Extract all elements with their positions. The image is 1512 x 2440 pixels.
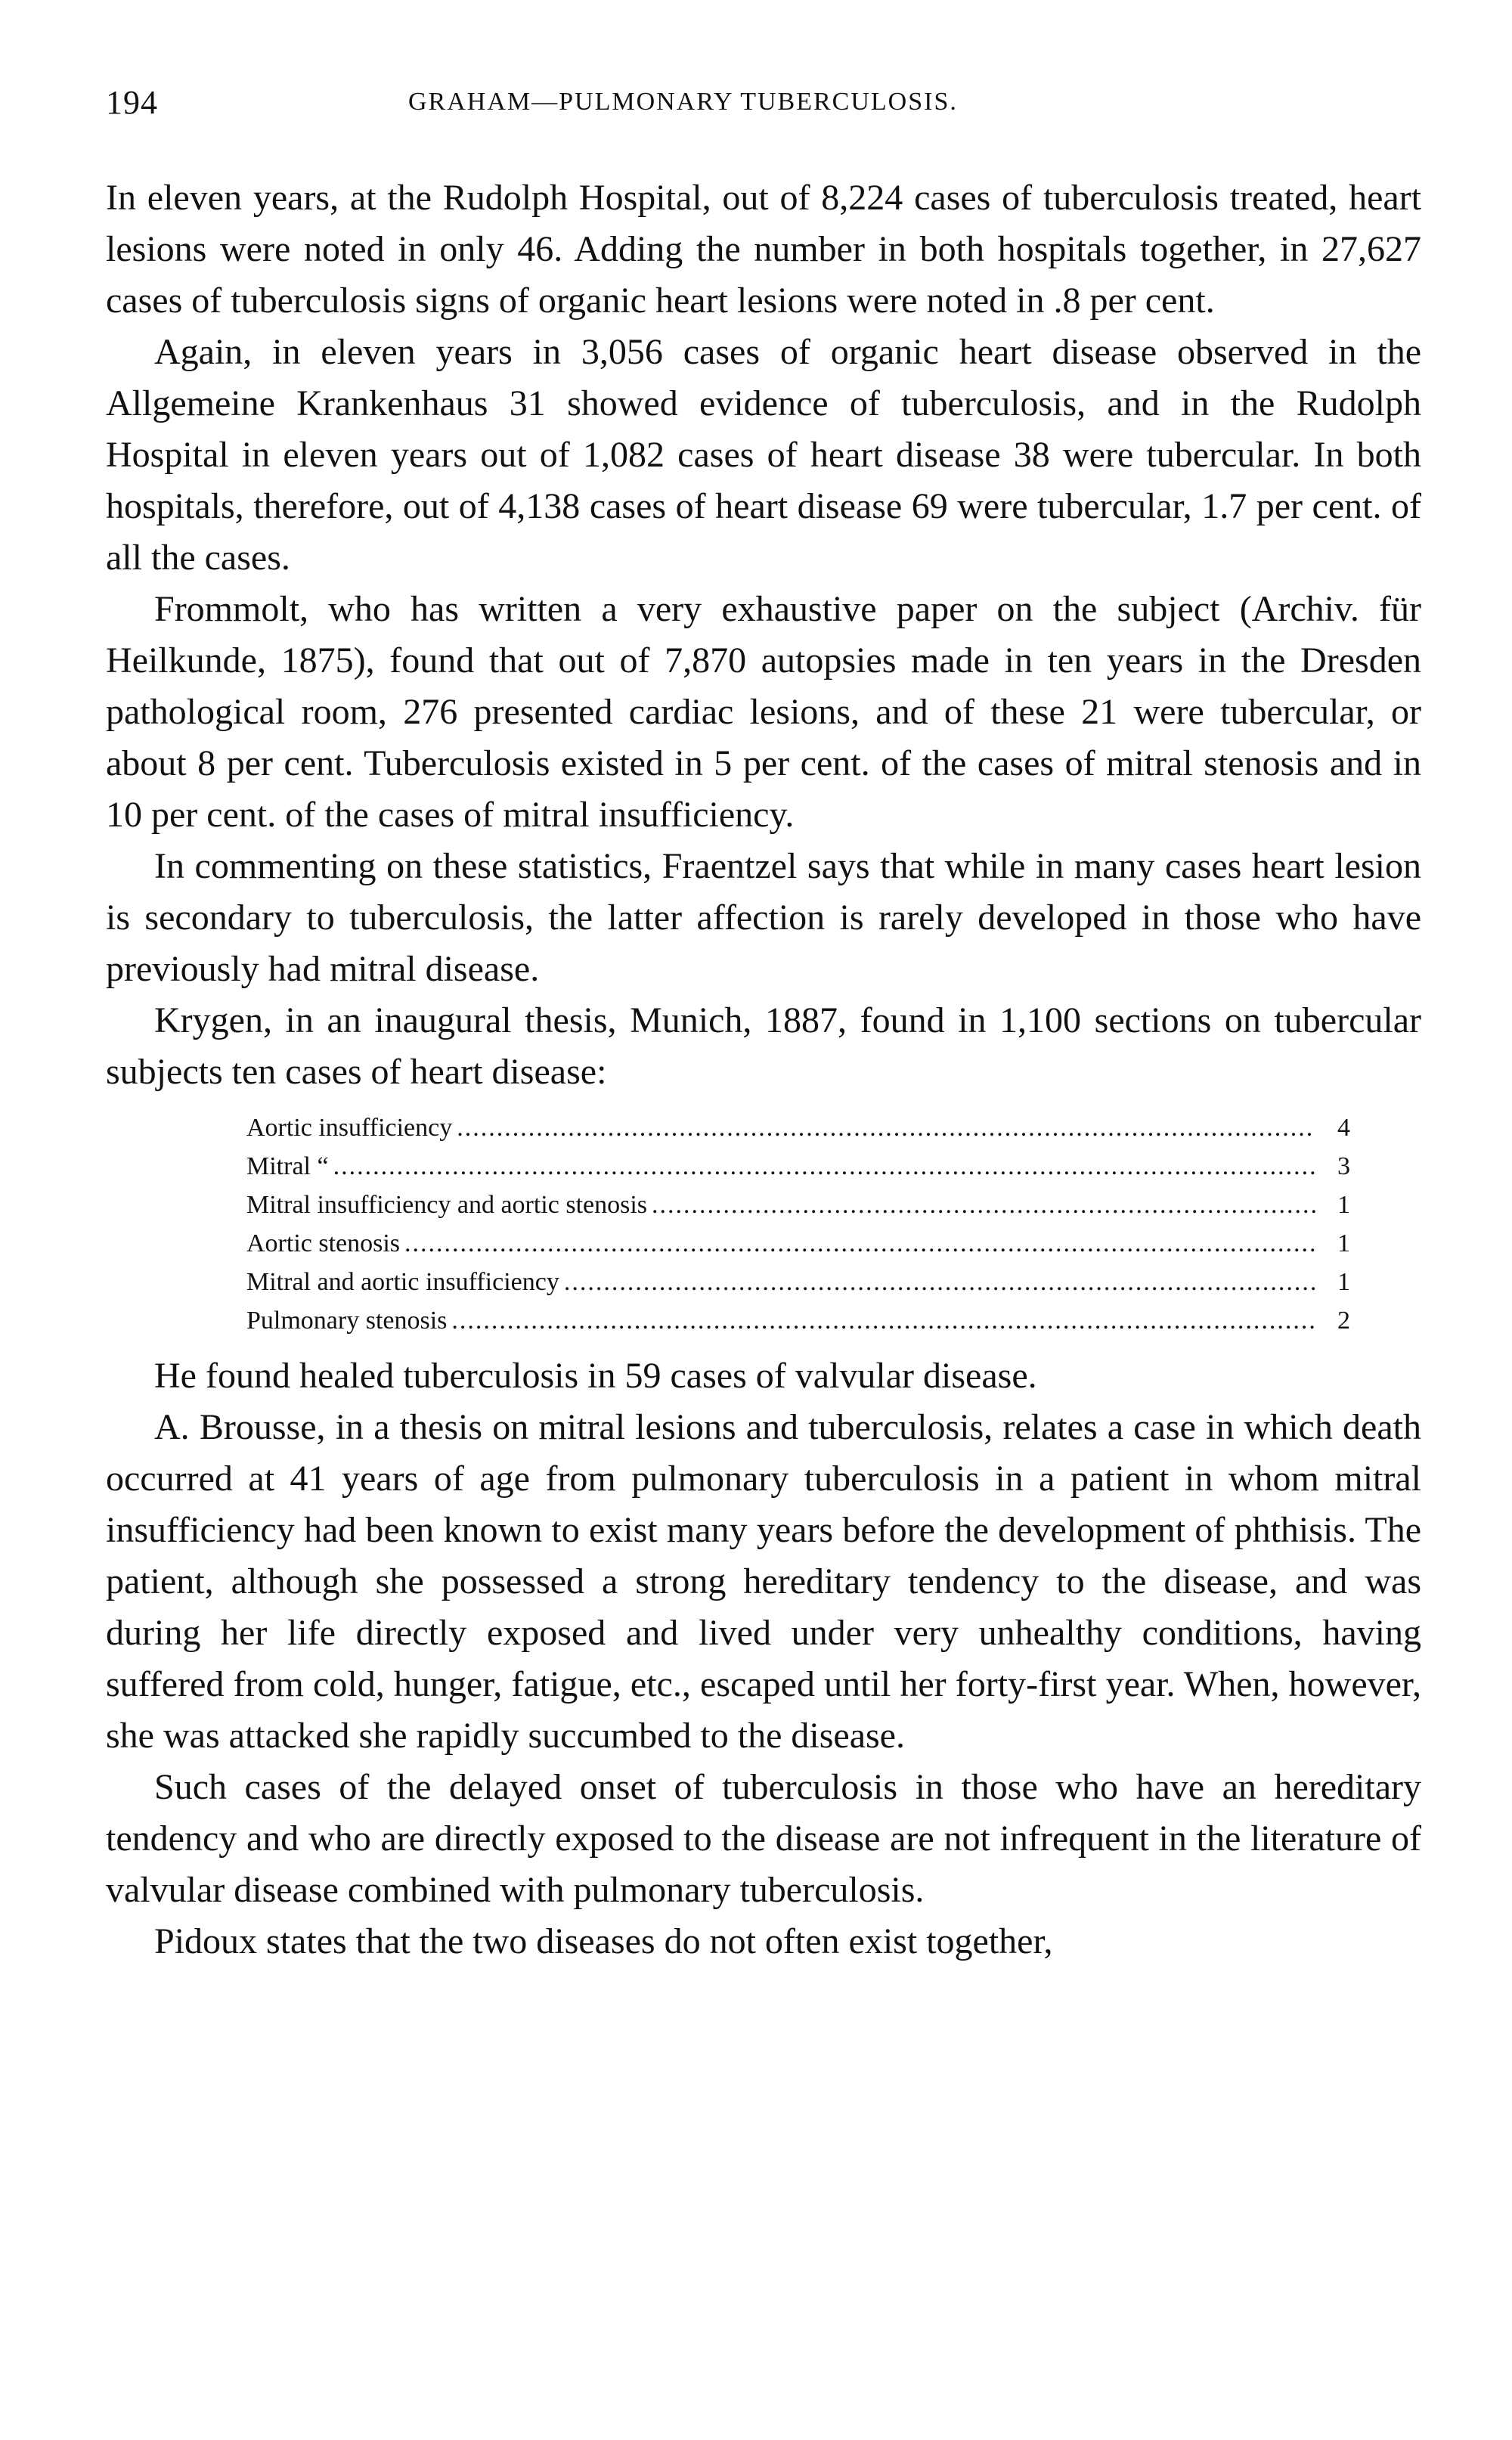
table-condition: Mitral “	[246, 1152, 329, 1180]
table-row	[246, 1301, 1350, 1340]
table-row	[246, 1186, 1350, 1224]
table-row	[246, 1147, 1350, 1186]
book-page	[106, 83, 1421, 1967]
table-count: 3	[1337, 1152, 1350, 1180]
table-condition: Pulmonary stenosis	[246, 1307, 448, 1335]
table-count: 4	[1337, 1114, 1350, 1142]
table-row	[246, 1224, 1350, 1263]
table-count: 1	[1337, 1191, 1350, 1219]
table-row	[246, 1263, 1350, 1301]
table-condition: Mitral and aortic insufficiency	[246, 1268, 559, 1296]
heart-disease-table	[246, 1108, 1350, 1340]
table-count: 1	[1337, 1268, 1350, 1296]
table-count: 1	[1337, 1229, 1350, 1257]
table-condition: Mitral insufficiency and aortic stenosis	[246, 1191, 648, 1219]
paragraph-krygen: Krygen, in an inaugural thesis, Munich, 1887, found in 1,100 sections on tubercular subjects ten cases of heart disease:	[106, 1000, 1421, 1092]
dot-leader	[404, 1224, 1315, 1263]
dot-leader	[564, 1263, 1315, 1301]
table-row	[246, 1108, 1350, 1147]
paragraph-brousse: A. Brousse, in a thesis on mitral lesions and tuberculosis, relates a case in which death occurred at 41 years of age from pulmonary tuberculosis in a patient in whom mitral insufficiency had been known to exist many years before the development of phthisis. The patient, although she possessed a strong hereditary tendency to the disease, and was during her life directly exposed and lived under very unhealthy conditions, having suffered from cold, hunger, fatigue, etc., escaped until her forty-first year. When, however, she was attacked she rapidly succumbed to the disease.	[106, 1407, 1421, 1756]
dot-leader	[457, 1108, 1315, 1147]
table-count: 2	[1337, 1307, 1350, 1335]
page-number: 194	[106, 84, 158, 121]
paragraph-fraentzel: In commenting on these statistics, Fraentzel says that while in many cases heart lesion is secondary to tuberculosis, the latter affection is rarely developed in those who have previously had mitral disease.	[106, 846, 1421, 989]
dot-leader	[451, 1301, 1315, 1340]
table-condition: Aortic insufficiency	[246, 1114, 453, 1142]
paragraph-healed-tuberculosis: He found healed tuberculosis in 59 cases of valvular disease.	[154, 1356, 1037, 1396]
paragraph-rudolph-hospital-statistics: In eleven years, at the Rudolph Hospital, out of 8,224 cases of tuberculosis treated, heart lesions were noted in only 46. Adding the number in both hospitals together, in 27,627 cases of tuberculosis signs of organic heart lesions were noted in .8 per cent.	[106, 178, 1421, 321]
table-condition: Aortic stenosis	[246, 1229, 401, 1257]
body-text	[106, 172, 1421, 1967]
dot-leader	[652, 1186, 1315, 1224]
paragraph-frommolt: Frommolt, who has written a very exhaustive paper on the subject (Archiv. für Heilkunde, 1875), found that out of 7,870 autopsies made in ten years in the Dresden pathological room, 276 presented cardiac lesions, and of these 21 were tubercular, or about 8 per cent. Tuberculosis existed in 5 per cent. of the cases of mitral stenosis and in 10 per cent. of the cases of mitral insufficiency.	[106, 589, 1421, 835]
paragraph-pidoux: Pidoux states that the two diseases do not often exist together,	[154, 1921, 1053, 1961]
paragraph-organic-heart-disease: Again, in eleven years in 3,056 cases of organic heart disease observed in the Allgemeine Krankenhaus 31 showed evidence of tuberculosis, and in the Rudolph Hospital in eleven years out of 1,082 cases of heart disease 38 were tubercular. In both hospitals, therefore, out of 4,138 cases of heart disease 69 were tubercular, 1.7 per cent. of all the cases.	[106, 332, 1421, 578]
running-title: GRAHAM—PULMONARY TUBERCULOSIS.	[408, 88, 958, 116]
paragraph-delayed-onset: Such cases of the delayed onset of tuberculosis in those who have an hereditary tendency and who are directly exposed to the disease are not infrequent in the literature of valvular disease combined with pulmonary tuberculosis.	[106, 1767, 1421, 1910]
dot-leader	[333, 1147, 1315, 1186]
running-head	[106, 83, 1421, 129]
